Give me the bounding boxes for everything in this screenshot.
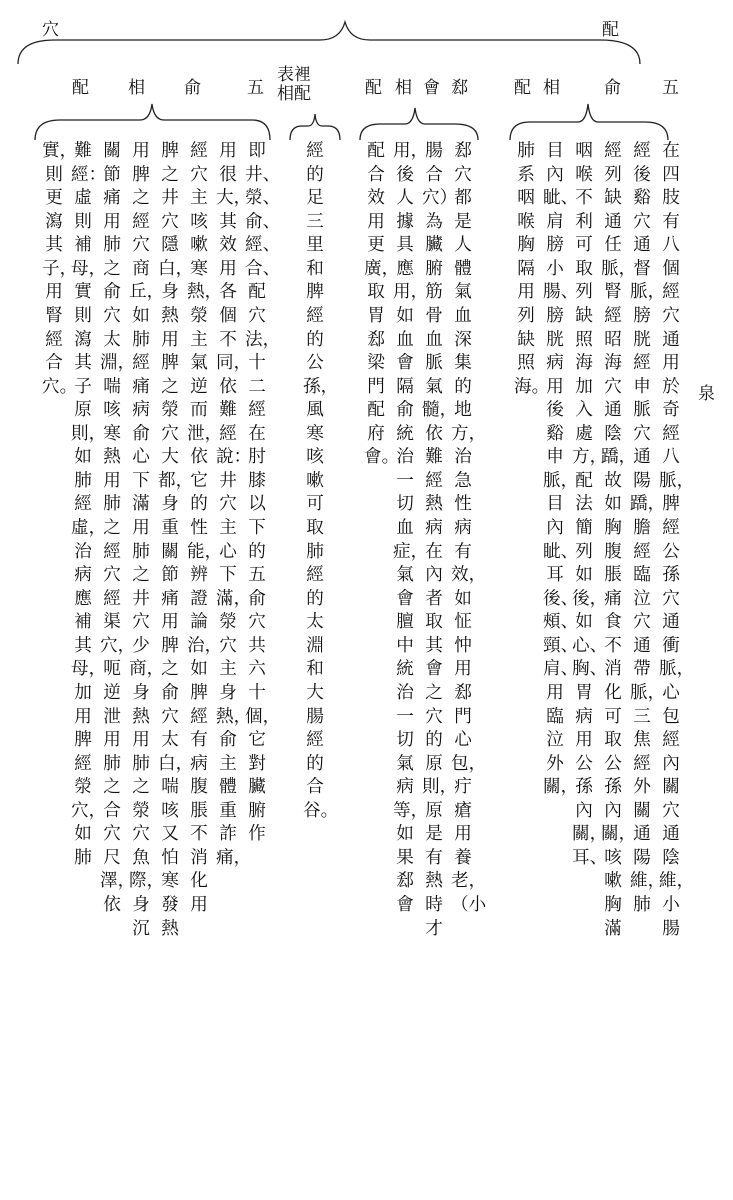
text-column-2: 經後谿穴通督脈，膀胱經申脈穴通陽蹻，膽經臨泣穴通帶脈，三焦經外關通陽維，肺 — [630, 141, 666, 915]
text-column-13: 用很大，其效用各個不同，依難經說：井穴主心下滿，滎穴主身熱，俞主體重詐痛， — [216, 141, 252, 868]
text-column-8: 腸合穴）為臟腑筋骨血脈氣髓，依難經熱病在內者取其會之穴的原則，原是有熱時才 — [422, 141, 458, 939]
label-left-xiang: 相 — [128, 78, 145, 98]
text-column-11: 經的足三里和脾經的公孫，風寒咳嗽可取肺經的太淵和大腸經的合谷。 — [303, 141, 339, 821]
label-right-wu: 五 — [662, 78, 679, 98]
label-left-shu: 俞 — [184, 78, 201, 98]
text-column-19: 實，則更瀉其子，用腎經合穴。 — [42, 141, 78, 397]
label-xi-xi: 郄 — [451, 78, 468, 98]
text-column-16: 用脾之經穴商丘，如肺經痛病俞心下滿用肺之井穴少商，身熱用肺之滎穴魚際，身沉 — [129, 141, 165, 939]
label-xi-xiang: 相 — [395, 78, 412, 98]
label-left-wu: 五 — [247, 78, 264, 98]
text-column-4: 咽喉不利可取列缺照海加入處方，配法簡列如後，如心、胸、胃病用公孫內關，耳、 — [572, 141, 608, 868]
text-column-3: 經列缺通任脈，腎經昭海穴通陰蹻，故如胸腹脹痛食不消化可取公孫內關，咳嗽胸滿 — [601, 141, 637, 939]
label-biaoli: 表裡相配 — [277, 65, 311, 105]
label-right-pei: 配 — [514, 78, 531, 98]
text-column-1: 在四肢有八個經穴通用於奇經八脈，脾經公孫穴通衝脈，心包經內關穴通陰維，小腸 — [659, 141, 695, 939]
text-column-15: 脾之井穴隱白，身熱用脾之滎穴大都，身重關節痛用脾之俞穴太白，喘咳又怕寒發熱 — [158, 141, 194, 939]
label-xi-pei: 配 — [365, 78, 382, 98]
text-column-9: 用，後人據具應用，如血會隔俞統治一切血症，氣會膻中統治一切氣病等，如果郄會 — [393, 141, 429, 915]
header-side-right: 泉 — [698, 384, 715, 404]
text-column-17: 關節痛用肺之俞穴太淵，喘咳寒熱用肺之經穴經渠穴，呃逆泄用肺之合穴尺澤，依 — [100, 141, 136, 915]
text-column-12: 即井、滎、俞、經、合、配穴法，十二經在肘膝以下的五俞穴共六十個，它對臟腑作 — [245, 141, 281, 845]
label-left-pei: 配 — [72, 78, 89, 98]
label-right-shu: 俞 — [604, 78, 621, 98]
label-right-xiang: 相 — [543, 78, 560, 98]
header-top-left: 穴 — [42, 20, 59, 40]
text-column-5: 目內眦、肩膀小腸、膀胱病用後谿申脈，目內眦、耳後、頰、頸、肩、用臨泣外關， — [543, 141, 579, 798]
left-group-brace — [35, 104, 270, 140]
top-brace — [18, 22, 640, 64]
biaoli-brace — [290, 114, 340, 140]
label-xi-hui: 會 — [423, 78, 440, 98]
right-group-brace — [510, 104, 668, 140]
text-column-6: 肺系咽喉胸隔用列缺照海。 — [514, 141, 550, 397]
text-column-14: 經穴主咳嗽寒熱，滎主氣逆而泄，依它的性能，辨證論治，如脾經有病腹脹不消化用 — [187, 141, 223, 915]
header-top-right: 配 — [602, 20, 619, 40]
text-column-18: 難經：虛則補母，實則瀉其子原則，如肺經虛，治病應補其母，加用脾經滎穴，如肺 — [71, 141, 107, 868]
text-column-10: 配合效用更廣，取胃郄梁門配府會。 — [364, 141, 400, 468]
text-column-7: 郄穴都是人體氣血深集的地方，治急性病有效，如怔忡用郄門心包，疔瘡用養老，（小 — [451, 141, 487, 915]
xihui-brace — [360, 108, 478, 140]
